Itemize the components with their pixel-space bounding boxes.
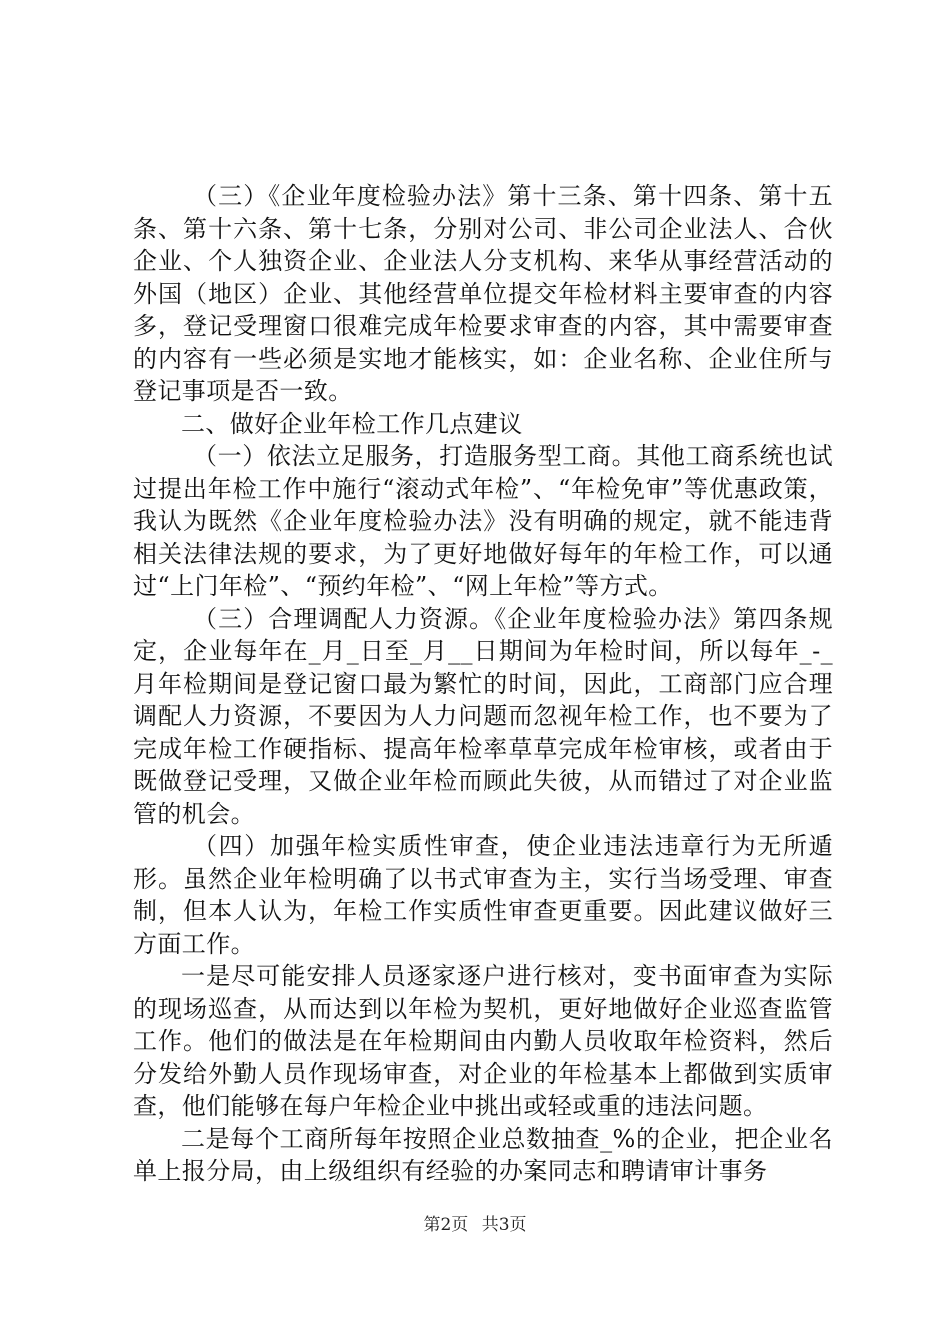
- page-total: 共3页: [481, 1215, 527, 1235]
- paragraph-suggestion-4: （四）加强年检实质性审查，使企业违法违章行为无所遁形。虽然企业年检明确了以书式审查为主，实行当场受理、审查制，但本人认为，年检工作实质性审查更重要。因此建议做好三方面工作。: [133, 832, 833, 958]
- paragraph-article-13-17: （三）《企业年度检验办法》第十三条、第十四条、第十五条、第十六条、第十七条，分别对公司、非公司企业法人、合伙企业、个人独资企业、企业法人分支机构、来华从事经营活动的外国（地区）企业、其他经营单位提交年检材料主要审查的内容多，登记受理窗口很难完成年检要求审查的内容，其中需要审查的内容有一些必须是实地才能核实，如：企业名称、企业住所与登记事项是否一致。: [133, 182, 833, 405]
- paragraph-suggestion-1: （一）依法立足服务，打造服务型工商。其他工商系统也试过提出年检工作中施行“滚动式年检”、“年检免审”等优惠政策，我认为既然《企业年度检验办法》没有明确的规定，就不能违背相关法律法规的要求，为了更好地做好每年的年检工作，可以通过“上门年检”、“预约年检”、“网上年检”等方式。: [133, 442, 833, 600]
- document-body: [133, 180, 833, 1188]
- paragraph-suggestion-3: （三）合理调配人力资源。《企业年度检验办法》第四条规定，企业每年在_月_日至_月__日期间为年检时间，所以每年_-_月年检期间是登记窗口最为繁忙的时间，因此，工商部门应合理调配人力资源，不要因为人力问题而忽视年检工作，也不要为了完成年检工作硬指标、提高年检率草草完成年检审核，或者由于既做登记受理，又做企业年检而顾此失彼，从而错过了对企业监管的机会。: [133, 604, 833, 828]
- paragraph-point-one: 一是尽可能安排人员逐家逐户进行核对，变书面审查为实际的现场巡查，从而达到以年检为契机，更好地做好企业巡查监管工作。他们的做法是在年检期间由内勤人员收取年检资料，然后分发给外勤人员作现场审查，对企业的年检基本上都做到实质审查，他们能够在每户年检企业中挑出或轻或重的违法问题。: [133, 962, 833, 1120]
- section-heading-suggestions: 二、做好企业年检工作几点建议: [181, 409, 523, 438]
- page-number: 第2页: [423, 1215, 469, 1235]
- page-footer: [0, 1214, 950, 1236]
- paragraph-point-two: 二是每个工商所每年按照企业总数抽查_%的企业，把企业名单上报分局，由上级组织有经验的办案同志和聘请审计事务: [133, 1124, 833, 1185]
